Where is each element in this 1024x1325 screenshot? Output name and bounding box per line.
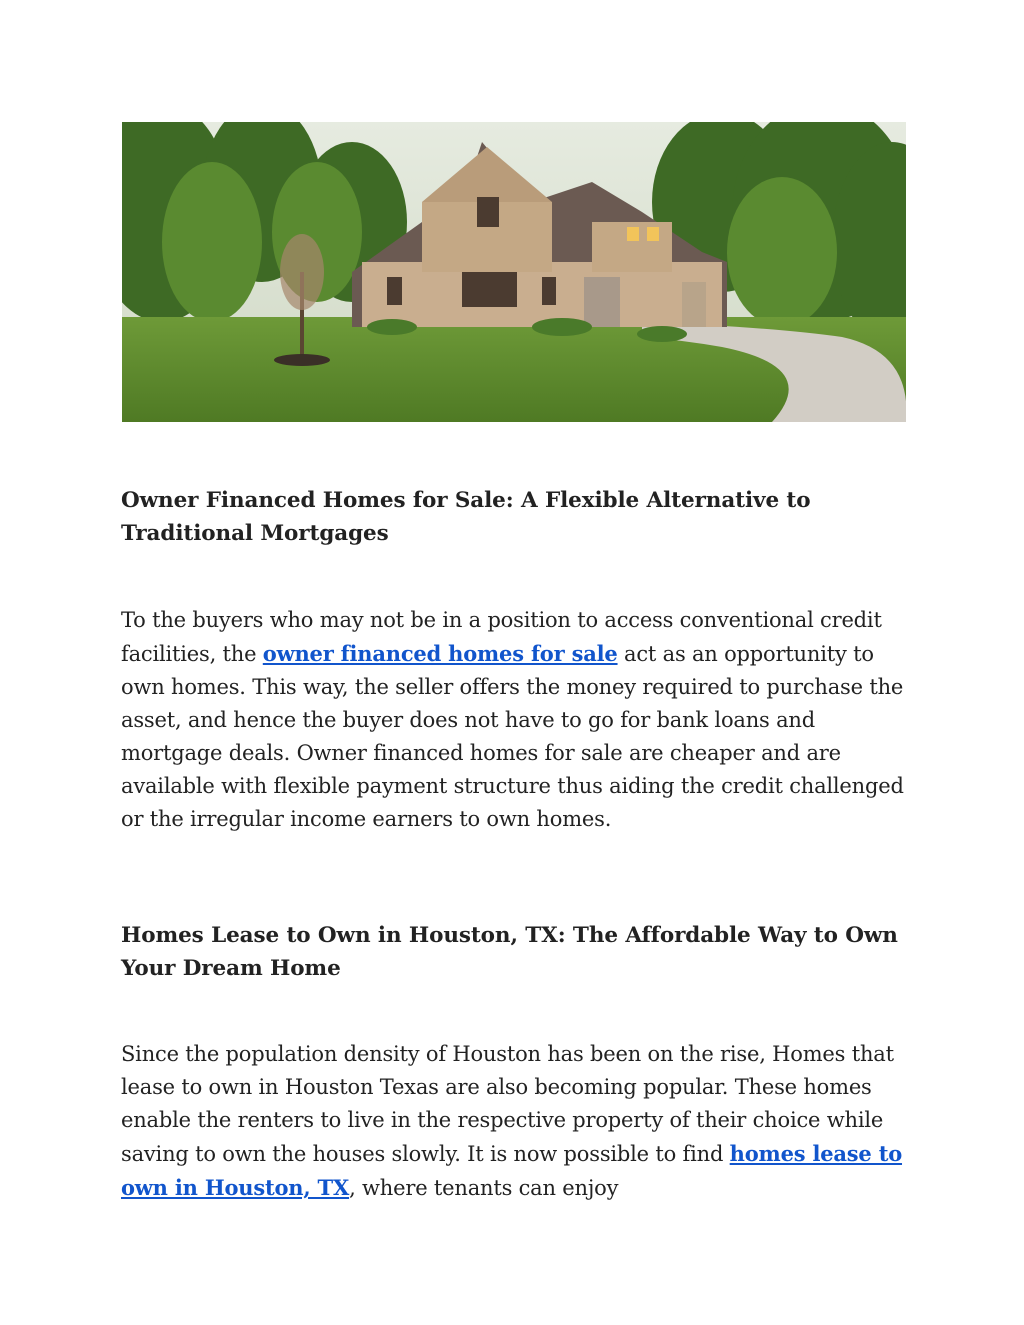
paragraph-text: To the buyers who may not be in a position to access conventional credit facilities, the bbox=[121, 608, 882, 666]
homes-lease-to-own-houston-link[interactable]: homes lease to own in Houston, TX bbox=[121, 1141, 903, 1200]
section-paragraph-owner-financed bbox=[121, 604, 911, 836]
section-heading-lease-to-own: Homes Lease to Own in Houston, TX: The Affordable Way to Own Your Dream Home bbox=[121, 923, 898, 981]
house-photo-illustration bbox=[122, 122, 906, 422]
house-photo bbox=[122, 122, 906, 422]
paragraph-text: Since the population density of Houston has been on the rise, Homes that lease to own in Houston Texas are also becoming popular. These homes enable the renters to live in the respective property of their choice while saving to own the houses slowly. It is now possible to find bbox=[121, 1042, 894, 1166]
paragraph-text: , where tenants can enjoy bbox=[349, 1176, 619, 1200]
section-heading-owner-financed: Owner Financed Homes for Sale: A Flexible Alternative to Traditional Mortgages bbox=[121, 488, 811, 546]
owner-financed-homes-link[interactable]: owner financed homes for sale bbox=[262, 641, 618, 666]
section-paragraph-lease-to-own bbox=[121, 1038, 911, 1205]
paragraph-text: act as an opportunity to own homes. This way, the seller offers the money required to purchase the asset, and hence the buyer does not have to go for bank loans and mortgage deals. Owner financed homes for sale are cheaper and are available with flexible payment structure thus aiding the credit challenged or the irregular income earners to own homes. bbox=[121, 642, 904, 831]
